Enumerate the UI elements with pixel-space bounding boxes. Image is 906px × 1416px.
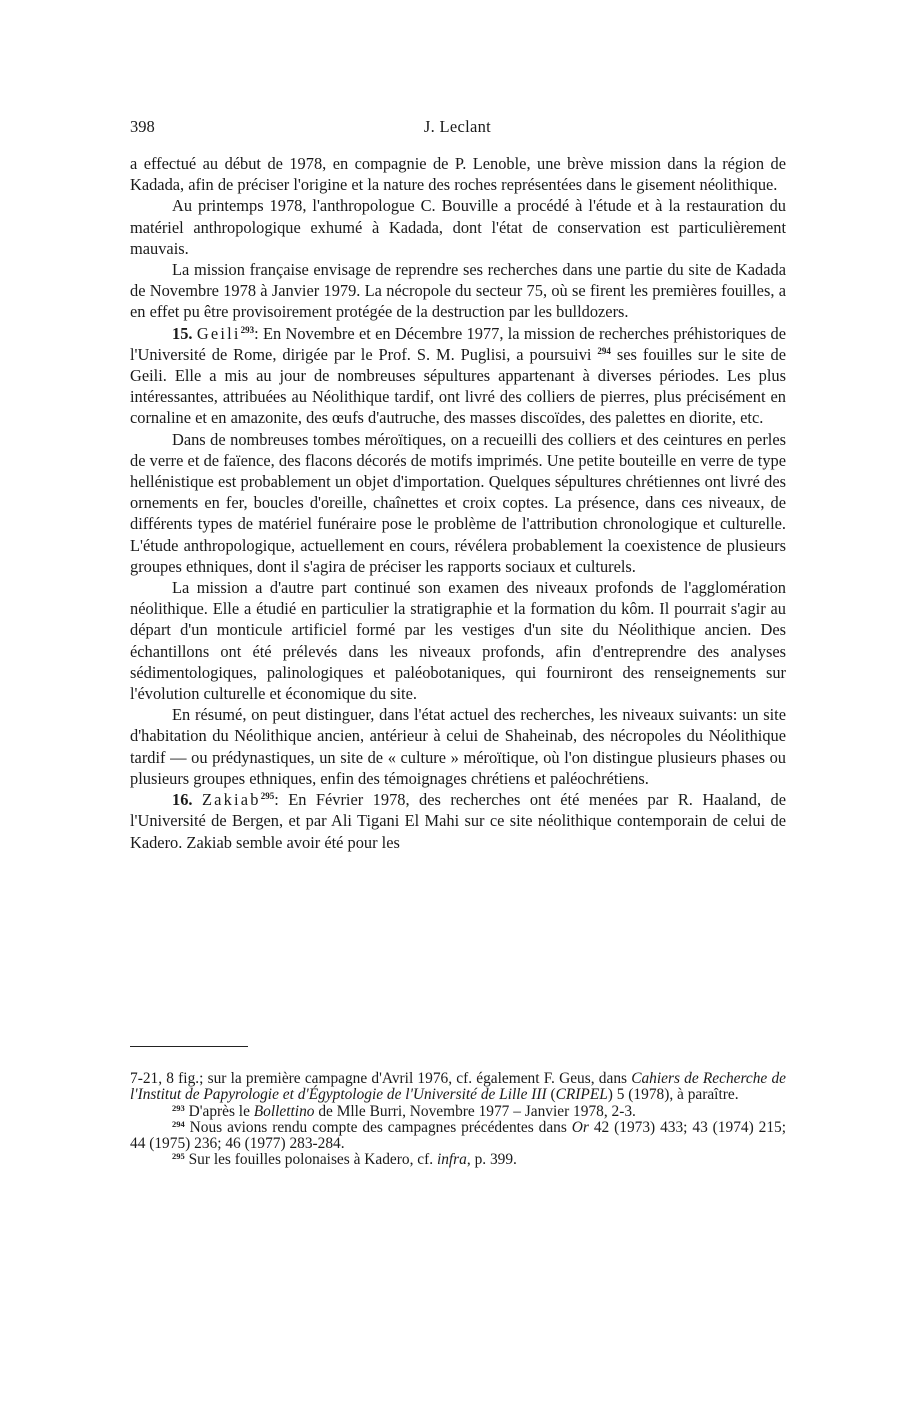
footnote-number: 294 — [172, 1118, 185, 1129]
footnote-ref: 294 — [597, 345, 611, 356]
footnote-number: 295 — [172, 1151, 185, 1162]
journal-abbreviation: CRIPEL — [555, 1086, 608, 1104]
footnote-text: 42 (1973) 433; 43 (1974) 215; 44 (1975) 236; 46 (1977) 283-284. — [130, 1118, 786, 1153]
footnote-text: Sur les fouilles polonaises à Kadero, cf. — [184, 1151, 437, 1169]
paragraph: La mission a d'autre part continué son examen des niveaux profonds de l'agglomération néolithique. Elle a étudié en particulier la stratigraphie et la formation du kôm. Il pourrait s'agir au départ d'un monticule artificiel formé par les vestiges d'un site du Néolithique ancien. Des échantillons ont été prélevés dans les niveaux profonds, afin d'entreprendre des analyses sédimentologiques, palinologiques et paléobotaniques, qui fourniront des renseignements sur l'évolution culturelle et économique du site. — [130, 578, 786, 704]
paragraph: En résumé, on peut distinguer, dans l'état actuel des recherches, les niveaux suivants: un site d'habitation du Néolithique ancien, antérieur à celui de Shaheinab, des nécropoles du Néolithique tardif — ou prédynastiques, un site de « culture » méroïtique, où l'on distingue plusieurs phases ou plusieurs groupes ethniques, enfin des témoignages chrétiens et paléochrétiens. — [130, 705, 786, 788]
running-header — [130, 117, 785, 139]
site-name: Zakiab — [201, 790, 261, 810]
footnote-text: , p. 399. — [466, 1151, 517, 1169]
footnote-continuation — [130, 1071, 786, 1104]
paragraph: a effectué au début de 1978, en compagnie de P. Lenoble, une brève mission dans la région de Kadada, afin de préciser l'origine et la nature des roches représentées dans le gisement néolithique. — [130, 154, 786, 195]
footnote-divider — [130, 1046, 248, 1047]
page-number: 398 — [130, 117, 155, 136]
footnote-text: Nous avions rendu compte des campagnes précédentes dans — [184, 1118, 572, 1136]
footnote-text: D'après le — [184, 1102, 254, 1120]
footnote-number: 293 — [172, 1102, 185, 1113]
running-title-author: J. Leclant — [423, 117, 492, 136]
main-text — [130, 153, 786, 853]
section-number: 16. — [172, 790, 193, 810]
footnotes — [130, 1071, 786, 1169]
journal-title: Cahiers de Recherche de l'Institut de Papyrologie et d'Égyptologie de l'Université de Lille III — [130, 1070, 786, 1104]
footnote-text: de Mlle Burri, Novembre 1977 – Janvier 1978, 2-3. — [314, 1102, 636, 1120]
footnote-294 — [130, 1120, 786, 1153]
paragraph-text: ses fouilles sur le site de Geili. Elle a mis au jour de nombreuses sépultures appartenant à diverses périodes. Les plus intéressantes, attribuées au Néolithique tardif, ont livré des colliers de pierres, plus précisément en cornaline et en amazonite, des œufs d'autruche, des masses discoïdes, des palettes en diorite, etc. — [130, 344, 787, 428]
footnote-ref: 295 — [260, 791, 275, 802]
paragraph: La mission française envisage de reprendre ses recherches dans une partie du site de Kadada de Novembre 1978 à Janvier 1979. La nécropole du secteur 75, où se firent les premières fouilles, a en effet pu être provisoirement protégée de la destruction par les bulldozers. — [130, 260, 786, 322]
cross-reference: infra — [436, 1151, 467, 1169]
footnote-text: ) 5 (1978), à paraître. — [607, 1086, 739, 1104]
section-number: 15. — [172, 323, 193, 343]
paragraph-text: : En Février 1978, des recherches ont été menées par R. Haaland, de l'Université de Bergen, et par Ali Tigani El Mahi sur ce site néolithique contemporain de celui de Kadero. Zakiab semble avoir été pour les — [130, 790, 786, 852]
footnote-text: ( — [546, 1086, 556, 1104]
journal-abbreviation: Or — [571, 1118, 589, 1136]
footnote-295 — [130, 1152, 786, 1168]
paragraph-zakiab — [130, 789, 786, 853]
paragraph-geili — [130, 323, 786, 429]
footnote-ref: 293 — [240, 324, 255, 335]
footnote-293 — [130, 1104, 786, 1120]
footnote-text: 7-21, 8 fig.; sur la première campagne d'Avril 1976, cf. également F. Geus, dans — [130, 1070, 632, 1087]
site-name: Geili — [196, 323, 241, 343]
paragraph: Dans de nombreuses tombes méroïtiques, on a recueilli des colliers et des ceintures en perles de verre et de faïence, des flacons décorés de motifs imprimés. Une petite bouteille en verre de type hellénistique est probablement un objet d'importation. Quelques sépultures chrétiennes ont livré des ornements en fer, boucles d'oreille, chaînettes et croix coptes. La présence, dans ces niveaux, de différents types de matériel funéraire pose le problème de l'attribution chronologique et culturelle. L'étude anthropologique, actuellement en cours, révélera probablement la coexistence de plusieurs groupes ethniques, dont il s'agira de préciser les rapports sociaux et culturels. — [130, 429, 786, 576]
publication-title: Bollettino — [253, 1102, 315, 1120]
paragraph-text: : En Novembre et en Décembre 1977, la mission de recherches préhistoriques de l'Université de Rome, dirigée par le Prof. S. M. Puglisi, a poursuivi — [130, 323, 786, 364]
paragraph: Au printemps 1978, l'anthropologue C. Bouville a procédé à l'étude et à la restauration du matériel anthropologique exhumé à Kadada, dont l'état de conservation est particulièrement mauvais. — [130, 196, 786, 258]
